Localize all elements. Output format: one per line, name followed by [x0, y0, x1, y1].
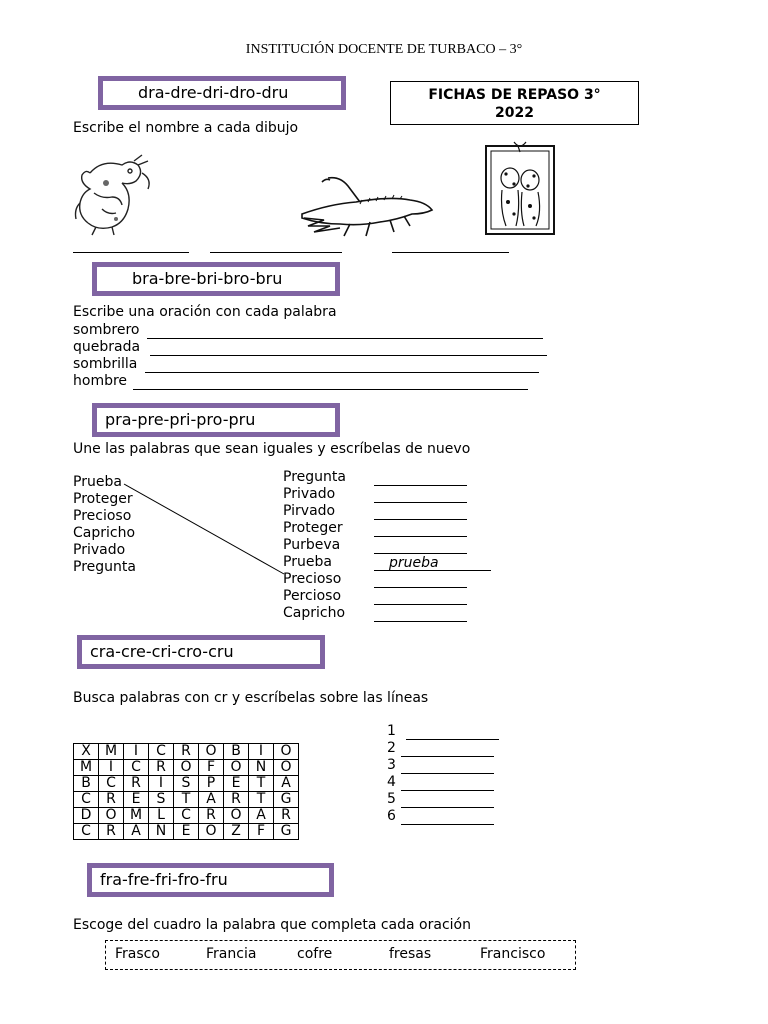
- document-header: INSTITUCIÓN DOCENTE DE TURBACO – 3°: [245, 42, 523, 57]
- match-answer-line[interactable]: [374, 519, 467, 520]
- sentence-word-sombrilla: sombrilla: [73, 356, 138, 372]
- word-bank-word[interactable]: fresas: [389, 946, 432, 962]
- grid-cell[interactable]: S: [174, 776, 199, 792]
- word-search-row: [74, 824, 299, 840]
- sentence-line-sombrilla[interactable]: [145, 372, 539, 373]
- grid-cell[interactable]: A: [249, 808, 274, 824]
- grid-cell[interactable]: E: [224, 776, 249, 792]
- grid-cell[interactable]: R: [99, 792, 124, 808]
- sentence-line-quebrada[interactable]: [150, 355, 547, 356]
- match-answer-line[interactable]: [374, 536, 467, 537]
- grid-cell[interactable]: G: [274, 792, 299, 808]
- grid-cell[interactable]: S: [149, 792, 174, 808]
- match-right-word: Precioso: [283, 571, 342, 587]
- grid-cell[interactable]: I: [249, 744, 274, 760]
- syllable-label: dra-dre-dri-dro-dru: [138, 83, 289, 102]
- grid-cell[interactable]: D: [74, 808, 99, 824]
- instruction-section3: Une las palabras que sean iguales y escríbelas de nuevo: [73, 441, 471, 457]
- grid-cell[interactable]: R: [224, 792, 249, 808]
- grid-cell[interactable]: M: [74, 760, 99, 776]
- grid-cell[interactable]: C: [124, 760, 149, 776]
- match-left-word: Pregunta: [73, 559, 136, 575]
- match-right-word: Pirvado: [283, 503, 336, 519]
- numbered-answer-line[interactable]: [401, 824, 494, 825]
- answer-number: 5: [387, 791, 396, 807]
- match-right-word: Privado: [283, 486, 336, 502]
- grid-cell[interactable]: O: [274, 760, 299, 776]
- syllable-box-cr: [77, 635, 325, 669]
- answer-number: 2: [387, 740, 396, 756]
- grid-cell[interactable]: T: [249, 792, 274, 808]
- word-bank-word[interactable]: Frasco: [115, 946, 160, 962]
- syllable-label: cra-cre-cri-cro-cru: [90, 642, 234, 661]
- grid-cell[interactable]: R: [174, 744, 199, 760]
- grid-cell[interactable]: G: [274, 824, 299, 840]
- word-search-row: [74, 760, 299, 776]
- grid-cell[interactable]: C: [174, 808, 199, 824]
- instruction-section4: Busca palabras con cr y escríbelas sobre las líneas: [73, 690, 429, 706]
- grid-cell[interactable]: L: [149, 808, 174, 824]
- syllable-box-fr: [87, 863, 334, 897]
- grid-cell[interactable]: N: [149, 824, 174, 840]
- sentence-word-hombre: hombre: [73, 373, 128, 389]
- crocodile-icon: [300, 174, 434, 238]
- syllable-box-dr: [98, 76, 346, 110]
- grid-cell[interactable]: M: [124, 808, 149, 824]
- grid-cell[interactable]: O: [199, 744, 224, 760]
- grid-cell[interactable]: A: [199, 792, 224, 808]
- syllable-box-pr: [92, 403, 340, 437]
- match-left-word: Capricho: [73, 525, 136, 541]
- word-search-row: [74, 808, 299, 824]
- syllable-label: pra-pre-pri-pro-pru: [105, 410, 256, 429]
- grid-cell[interactable]: I: [99, 760, 124, 776]
- grid-cell[interactable]: Z: [224, 824, 249, 840]
- instruction-section2: Escribe una oración con cada palabra: [73, 304, 337, 320]
- numbered-answer-line[interactable]: [401, 773, 494, 774]
- dalmatians-frame-icon: [484, 140, 556, 236]
- word-search-grid: [73, 743, 299, 840]
- word-bank-word[interactable]: Francisco: [480, 946, 546, 962]
- grid-cell[interactable]: O: [274, 744, 299, 760]
- sentence-line-hombre[interactable]: [133, 389, 528, 390]
- match-answer-line[interactable]: [374, 587, 467, 588]
- grid-cell[interactable]: C: [74, 824, 99, 840]
- grid-cell[interactable]: C: [99, 776, 124, 792]
- grid-cell[interactable]: A: [274, 776, 299, 792]
- answer-line-crocodile[interactable]: [210, 252, 342, 253]
- grid-cell[interactable]: X: [74, 744, 99, 760]
- match-answer-line[interactable]: [374, 604, 467, 605]
- grid-cell[interactable]: F: [199, 760, 224, 776]
- word-bank-word[interactable]: cofre: [297, 946, 333, 962]
- syllable-label: bra-bre-bri-bro-bru: [132, 269, 283, 288]
- match-right-word: Prueba: [283, 554, 332, 570]
- match-left-word: Prueba: [73, 474, 122, 490]
- word-search-row: [74, 792, 299, 808]
- match-right-word: Percioso: [283, 588, 342, 604]
- grid-cell[interactable]: R: [274, 808, 299, 824]
- answer-number: 3: [387, 757, 396, 773]
- grid-cell[interactable]: F: [249, 824, 274, 840]
- worksheet-year: 2022: [495, 105, 534, 121]
- match-left-word: Proteger: [73, 491, 133, 507]
- instruction-section1: Escribe el nombre a cada dibujo: [73, 120, 299, 136]
- grid-cell[interactable]: O: [224, 760, 249, 776]
- grid-cell[interactable]: C: [74, 792, 99, 808]
- match-right-word: Proteger: [283, 520, 343, 536]
- grid-cell[interactable]: N: [249, 760, 274, 776]
- grid-cell[interactable]: I: [149, 776, 174, 792]
- grid-cell[interactable]: E: [174, 824, 199, 840]
- grid-cell[interactable]: B: [224, 744, 249, 760]
- grid-cell[interactable]: B: [74, 776, 99, 792]
- match-answer-line[interactable]: [374, 502, 467, 503]
- match-answer-line[interactable]: [374, 553, 467, 554]
- match-connector-line: [120, 480, 290, 580]
- syllable-label: fra-fre-fri-fro-fru: [100, 870, 228, 889]
- sentence-word-sombrero: sombrero: [73, 322, 140, 338]
- match-left-word: Privado: [73, 542, 126, 558]
- grid-cell[interactable]: C: [149, 744, 174, 760]
- grid-cell[interactable]: T: [174, 792, 199, 808]
- match-answer-line[interactable]: [374, 485, 467, 486]
- word-search-row: [74, 744, 299, 760]
- answer-line-dragon[interactable]: [73, 252, 189, 253]
- numbered-answer-line[interactable]: [401, 807, 494, 808]
- grid-cell[interactable]: I: [124, 744, 149, 760]
- match-left-word: Precioso: [73, 508, 132, 524]
- grid-cell[interactable]: O: [199, 824, 224, 840]
- instruction-section5: Escoge del cuadro la palabra que completa cada oración: [73, 917, 471, 933]
- example-answer: prueba: [389, 555, 439, 571]
- match-right-word: Capricho: [283, 605, 346, 621]
- answer-line-dalmatians[interactable]: [392, 252, 509, 253]
- answer-number: 1: [387, 723, 396, 739]
- numbered-answer-line[interactable]: [401, 756, 494, 757]
- grid-cell[interactable]: A: [124, 824, 149, 840]
- match-right-word: Pregunta: [283, 469, 346, 485]
- grid-cell[interactable]: R: [149, 760, 174, 776]
- worksheet-title-box: [390, 81, 639, 125]
- grid-cell[interactable]: M: [99, 744, 124, 760]
- grid-cell[interactable]: T: [249, 776, 274, 792]
- sentence-line-sombrero[interactable]: [147, 338, 543, 339]
- dragon-icon: [72, 153, 156, 237]
- grid-cell[interactable]: R: [124, 776, 149, 792]
- grid-cell[interactable]: O: [174, 760, 199, 776]
- word-bank-word[interactable]: Francia: [206, 946, 257, 962]
- worksheet-title: FICHAS DE REPASO 3°: [428, 87, 601, 103]
- grid-cell[interactable]: R: [99, 824, 124, 840]
- sentence-word-quebrada: quebrada: [73, 339, 141, 355]
- numbered-answer-line[interactable]: [401, 790, 494, 791]
- grid-cell[interactable]: E: [124, 792, 149, 808]
- grid-cell[interactable]: P: [199, 776, 224, 792]
- grid-cell[interactable]: O: [99, 808, 124, 824]
- syllable-box-br: [92, 262, 340, 296]
- word-search-row: [74, 776, 299, 792]
- grid-cell[interactable]: O: [224, 808, 249, 824]
- match-right-word: Purbeva: [283, 537, 341, 553]
- match-answer-line[interactable]: [374, 621, 467, 622]
- grid-cell[interactable]: R: [199, 808, 224, 824]
- answer-number: 4: [387, 774, 396, 790]
- numbered-answer-line[interactable]: [406, 739, 499, 740]
- answer-number: 6: [387, 808, 396, 824]
